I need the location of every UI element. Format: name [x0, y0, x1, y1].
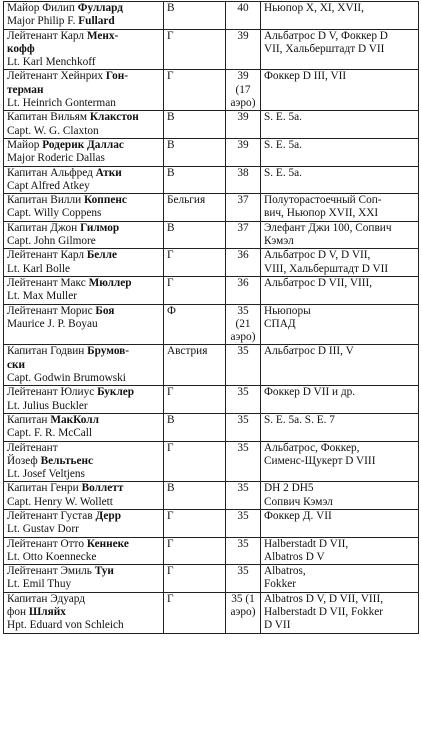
pilot-name-line	[7, 30, 160, 43]
victories-cell	[226, 138, 261, 166]
pilot-name-text: Лейтенант Отто	[7, 537, 87, 550]
aircraft-line: DH 2 DH5	[264, 482, 314, 495]
table-row	[4, 166, 419, 194]
pilot-name-text: Lt. Karl Menchkoff	[7, 56, 96, 69]
aircraft-line: S. E. 5a.	[264, 138, 302, 151]
pilot-name-line	[7, 359, 160, 372]
victories-cell	[226, 304, 261, 345]
country-line: Г	[167, 249, 174, 262]
country-cell	[164, 276, 226, 304]
country-cell	[164, 345, 226, 386]
aircraft-cell	[261, 413, 419, 441]
aircraft-line: Сопвич Кэмэл	[264, 495, 333, 508]
aircraft-line: VII, Хальберштадт D VII	[264, 42, 385, 55]
pilot-name-cell	[4, 537, 164, 565]
country-line: В	[167, 221, 175, 234]
pilot-name-line	[7, 318, 160, 331]
aces-table-body	[4, 2, 419, 634]
table-row	[4, 2, 419, 30]
table-row	[4, 413, 419, 441]
pilot-name-cell	[4, 482, 164, 510]
victories-cell	[226, 482, 261, 510]
table-row	[4, 111, 419, 139]
pilot-name-line	[7, 305, 160, 318]
aircraft-line: Элефант Джи 100, Сопвич	[264, 221, 392, 234]
country-line: В	[167, 413, 175, 426]
table-row	[4, 138, 419, 166]
victories-line: аэро)	[230, 331, 256, 344]
country-cell	[164, 194, 226, 222]
victories-cell	[226, 249, 261, 277]
country-line: Г	[167, 70, 174, 83]
pilot-name-line	[7, 125, 160, 138]
pilot-name-line	[7, 551, 160, 564]
pilot-name-text: Hpt. Eduard von Schleich	[7, 619, 124, 632]
victories-line: 35	[237, 482, 249, 495]
table-row	[4, 221, 419, 249]
pilot-name-line	[7, 2, 160, 15]
pilot-name-text: Capt Alfred Atkey	[7, 179, 90, 192]
pilot-surname: МакКолл	[50, 413, 99, 426]
pilot-name-line	[7, 482, 160, 495]
country-line: Г	[167, 537, 174, 550]
aircraft-line: Albatros,	[264, 565, 306, 578]
pilot-name-text: Лейтенант Макс	[7, 276, 89, 289]
victories-line: 36	[237, 249, 249, 262]
pilot-name-text: Лейтенант Хейнрих	[7, 70, 106, 83]
pilot-name-line	[7, 345, 160, 358]
aircraft-cell	[261, 194, 419, 222]
pilot-surname: Гон-	[105, 70, 129, 83]
pilot-name-line	[7, 235, 160, 248]
pilot-name-line	[7, 578, 160, 591]
victories-line: аэро)	[230, 97, 256, 110]
country-line: Г	[167, 29, 174, 42]
pilot-name-text: Лейтенант Карл	[7, 29, 87, 42]
table-row	[4, 509, 419, 537]
victories-line: 35	[237, 413, 249, 426]
victories-line: 40	[237, 2, 249, 14]
victories-cell	[226, 221, 261, 249]
pilot-name-line	[7, 167, 160, 180]
pilot-name-line	[7, 455, 160, 468]
pilot-name-text: Capt. Henry W. Wollett	[7, 495, 113, 508]
victories-cell	[226, 70, 261, 111]
pilot-surname: Брумов-	[87, 345, 130, 358]
aircraft-cell	[261, 509, 419, 537]
victories-cell	[226, 2, 261, 30]
pilot-name-cell	[4, 386, 164, 414]
pilot-name-cell	[4, 111, 164, 139]
country-cell	[164, 592, 226, 633]
aircraft-line: Albatros D V	[264, 550, 325, 563]
aircraft-cell	[261, 221, 419, 249]
aircraft-line: вич, Ньюпор XVII, XXI	[264, 207, 379, 220]
country-line: Бельгия	[167, 194, 206, 207]
country-line: Ф	[167, 304, 176, 317]
pilot-name-line	[7, 139, 160, 152]
pilot-name-line	[7, 194, 160, 207]
table-row	[4, 29, 419, 70]
aircraft-cell	[261, 138, 419, 166]
victories-line: 35	[237, 565, 249, 578]
pilot-name-text: Лейтенант Карл	[7, 249, 87, 262]
pilot-name-line	[7, 427, 160, 440]
country-line: В	[167, 111, 175, 124]
pilot-name-cell	[4, 138, 164, 166]
victories-cell	[226, 194, 261, 222]
pilot-surname: кофф	[7, 42, 35, 55]
country-line: Австрия	[167, 345, 208, 358]
aircraft-cell	[261, 249, 419, 277]
table-row	[4, 70, 419, 111]
pilot-name-text: Capt. F. R. McCall	[7, 427, 93, 440]
pilot-name-line	[7, 414, 160, 427]
pilot-surname: Буклер	[97, 386, 135, 399]
table-row	[4, 565, 419, 593]
aircraft-cell	[261, 441, 419, 482]
victories-cell	[226, 565, 261, 593]
pilot-surname: Боя	[95, 304, 115, 317]
victories-line: 35	[237, 509, 249, 522]
aircraft-cell	[261, 386, 419, 414]
pilot-name-cell	[4, 221, 164, 249]
pilot-surname: Кеннеке	[86, 537, 129, 550]
pilot-name-line	[7, 263, 160, 276]
pilot-name-text: Капитан Джон	[7, 221, 81, 234]
country-cell	[164, 2, 226, 30]
aircraft-cell	[261, 70, 419, 111]
aircraft-line: VIII, Хальберштадт D VII	[264, 262, 389, 275]
pilot-name-text: Капитан	[7, 413, 51, 426]
pilot-name-text: Капитан Вилли	[7, 194, 85, 207]
pilot-name-line	[7, 538, 160, 551]
pilot-surname: Атки	[95, 166, 122, 179]
victories-line: 35	[237, 345, 249, 358]
aircraft-line: Альбатрос, Фоккер,	[264, 441, 360, 454]
country-line: В	[167, 138, 175, 151]
pilot-surname: Гилмор	[80, 221, 120, 234]
aircraft-line: Albatros D V, D VII, VIII,	[264, 592, 384, 605]
pilot-name-cell	[4, 166, 164, 194]
pilot-name-line	[7, 207, 160, 220]
pilot-surname: Родерик Даллас	[42, 138, 124, 151]
victories-cell	[226, 413, 261, 441]
pilot-name-text: Lt. Max Muller	[7, 290, 77, 303]
pilot-name-text: Лейтенант Юлиус	[7, 386, 98, 399]
country-cell	[164, 70, 226, 111]
pilot-name-text: Capt. Willy Coppens	[7, 207, 102, 220]
table-row	[4, 194, 419, 222]
country-cell	[164, 565, 226, 593]
victories-line: (21	[235, 317, 251, 330]
pilot-name-cell	[4, 441, 164, 482]
aircraft-line: Halberstadt D VII,	[264, 537, 349, 550]
pilot-name-text: Major Philip F.	[7, 15, 79, 28]
victories-line: 39	[237, 138, 249, 151]
country-cell	[164, 304, 226, 345]
victories-line: 39	[237, 29, 249, 42]
pilot-name-text: Maurice J. P. Boyau	[7, 317, 98, 330]
pilot-name-text: Лейтенант	[7, 441, 58, 454]
aircraft-line: S. E. 5a.	[264, 111, 302, 124]
pilot-name-text: Capt. John Gilmore	[7, 235, 96, 248]
pilot-name-line	[7, 606, 160, 619]
table-row	[4, 482, 419, 510]
pilot-surname: терман	[7, 83, 44, 96]
pilot-name-text: Lt. Julius Buckler	[7, 399, 88, 412]
country-line: В	[167, 166, 175, 179]
country-cell	[164, 482, 226, 510]
pilot-name-cell	[4, 70, 164, 111]
victories-line: 35 (1	[231, 592, 255, 605]
victories-line: 37	[237, 194, 249, 207]
aircraft-cell	[261, 565, 419, 593]
pilot-name-text: Lt. Karl Bolle	[7, 262, 71, 275]
country-line: Г	[167, 592, 174, 605]
pilot-name-line	[7, 496, 160, 509]
pilot-name-text: Lt. Heinrich Gonterman	[7, 97, 116, 110]
country-line: Г	[167, 565, 174, 578]
aircraft-line: Кэмэл	[264, 235, 294, 248]
pilot-name-line	[7, 111, 160, 124]
pilot-name-text: Лейтенант Густав	[7, 509, 96, 522]
pilot-name-line	[7, 97, 160, 110]
table-row	[4, 304, 419, 345]
victories-line: 35	[237, 386, 249, 399]
victories-line: 35	[237, 537, 249, 550]
country-cell	[164, 138, 226, 166]
victories-cell	[226, 29, 261, 70]
pilot-name-cell	[4, 276, 164, 304]
country-cell	[164, 221, 226, 249]
pilot-surname: Fullard	[78, 15, 115, 28]
pilot-surname: Белле	[86, 249, 118, 262]
aircraft-line: S. E. 5a. S. E. 7	[264, 413, 335, 426]
pilot-name-text: Капитан Эдуард	[7, 592, 85, 605]
victories-line: 36	[237, 276, 249, 289]
pilot-name-text: Йозеф	[7, 454, 41, 467]
pilot-surname: Вельтьенс	[40, 454, 94, 467]
pilot-name-line	[7, 442, 160, 455]
pilot-name-cell	[4, 565, 164, 593]
aircraft-cell	[261, 482, 419, 510]
aircraft-line: Halberstadt D VII, Fokker	[264, 606, 384, 619]
aircraft-line: СПАД	[264, 317, 296, 330]
pilot-name-line	[7, 56, 160, 69]
pilot-surname: Дерр	[95, 509, 121, 522]
table-row	[4, 592, 419, 633]
aircraft-line: Альбатрос D VII, VIII,	[264, 276, 373, 289]
pilot-name-line	[7, 386, 160, 399]
pilot-name-line	[7, 249, 160, 262]
country-line: В	[167, 482, 175, 495]
aircraft-line: D VII	[264, 619, 291, 632]
pilot-name-text: фон	[7, 606, 29, 619]
pilot-name-line	[7, 15, 160, 28]
victories-line: аэро)	[230, 606, 256, 619]
pilot-name-text: Lt. Otto Koennecke	[7, 550, 97, 563]
aircraft-cell	[261, 2, 419, 30]
pilot-surname: Фуллард	[77, 2, 123, 14]
victories-cell	[226, 345, 261, 386]
victories-line: 38	[237, 166, 249, 179]
aircraft-line: Сименс-Щукерт D VIII	[264, 454, 376, 467]
victories-line: 35	[237, 441, 249, 454]
victories-cell	[226, 276, 261, 304]
aircraft-line: Ньюпоры	[264, 304, 311, 317]
table-row	[4, 537, 419, 565]
aircraft-cell	[261, 111, 419, 139]
pilot-name-text: Capt. W. G. Claxton	[7, 124, 99, 137]
pilot-name-cell	[4, 304, 164, 345]
table-row	[4, 345, 419, 386]
pilot-surname: Менх-	[86, 29, 119, 42]
pilot-name-text: Lt. Josef Veltjens	[7, 468, 85, 481]
pilot-name-cell	[4, 509, 164, 537]
table-row	[4, 441, 419, 482]
aircraft-cell	[261, 537, 419, 565]
pilot-name-text: Лейтенант Морис	[7, 304, 96, 317]
pilot-name-line	[7, 468, 160, 481]
pilot-name-cell	[4, 345, 164, 386]
victories-cell	[226, 386, 261, 414]
pilot-name-text: Капитан Альфред	[7, 166, 96, 179]
aircraft-line: Альбатрос D V, D VII,	[264, 249, 371, 262]
country-cell	[164, 537, 226, 565]
pilot-surname: Туи	[94, 565, 114, 578]
pilot-name-line	[7, 593, 160, 606]
pilot-name-cell	[4, 194, 164, 222]
pilot-name-line	[7, 70, 160, 83]
victories-cell	[226, 441, 261, 482]
pilot-name-text: Капитан Генри	[7, 482, 82, 495]
aircraft-line: Fokker	[264, 578, 297, 591]
country-line: Г	[167, 386, 174, 399]
pilot-surname: Клакстон	[89, 111, 139, 124]
pilot-name-cell	[4, 29, 164, 70]
aircraft-line: Фоккер D III, VII	[264, 70, 347, 83]
aircraft-cell	[261, 592, 419, 633]
aces-table	[3, 1, 419, 634]
victories-line: (17	[235, 83, 251, 96]
victories-line: 39	[237, 111, 249, 124]
aircraft-line: Полуторастоечный Соп-	[264, 194, 382, 207]
pilot-name-text: Капитан Вильям	[7, 111, 90, 124]
country-cell	[164, 413, 226, 441]
pilot-name-line	[7, 510, 160, 523]
pilot-surname: ски	[7, 358, 26, 371]
aircraft-line: Ньюпор X, XI, XVII,	[264, 2, 364, 14]
pilot-name-line	[7, 180, 160, 193]
pilot-name-line	[7, 290, 160, 303]
pilot-name-line	[7, 277, 160, 290]
victories-line: 35	[237, 304, 249, 317]
pilot-name-text: Майор	[7, 138, 43, 151]
aircraft-cell	[261, 276, 419, 304]
pilot-name-line	[7, 565, 160, 578]
pilot-name-line	[7, 84, 160, 97]
country-cell	[164, 386, 226, 414]
pilot-name-line	[7, 43, 160, 56]
pilot-name-text: Major Roderic Dallas	[7, 152, 105, 165]
pilot-name-cell	[4, 249, 164, 277]
victories-cell	[226, 592, 261, 633]
pilot-name-line	[7, 400, 160, 413]
pilot-name-line	[7, 372, 160, 385]
pilot-name-cell	[4, 592, 164, 633]
victories-line: 37	[237, 221, 249, 234]
country-cell	[164, 29, 226, 70]
table-row	[4, 386, 419, 414]
pilot-name-text: Капитан Годвин	[7, 345, 88, 358]
aircraft-line: Фоккер D VII и др.	[264, 386, 356, 399]
victories-cell	[226, 111, 261, 139]
country-cell	[164, 249, 226, 277]
pilot-name-text: Лейтенант Эмиль	[7, 565, 95, 578]
pilot-name-text: Capt. Godwin Brumowski	[7, 372, 126, 385]
aircraft-cell	[261, 345, 419, 386]
country-cell	[164, 111, 226, 139]
pilot-surname: Коппенс	[84, 194, 127, 207]
country-line: В	[167, 2, 175, 14]
aircraft-line: Альбатрос D V, Фоккер D	[264, 29, 388, 42]
pilot-surname: Воллетт	[81, 482, 124, 495]
aircraft-line: Фоккер Д. VII	[264, 509, 332, 522]
pilot-name-line	[7, 222, 160, 235]
victories-cell	[226, 166, 261, 194]
aircraft-cell	[261, 304, 419, 345]
aircraft-line: S. E. 5a.	[264, 166, 302, 179]
pilot-name-text: Майор Филип	[7, 2, 78, 14]
pilot-surname: Мюллер	[88, 276, 132, 289]
pilot-name-text: Lt. Emil Thuy	[7, 578, 72, 591]
pilot-name-line	[7, 523, 160, 536]
country-line: Г	[167, 509, 174, 522]
pilot-name-line	[7, 619, 160, 632]
pilot-name-cell	[4, 2, 164, 30]
pilot-name-line	[7, 152, 160, 165]
pilot-surname: Шляйх	[28, 606, 66, 619]
aircraft-cell	[261, 166, 419, 194]
aircraft-cell	[261, 29, 419, 70]
country-line: Г	[167, 441, 174, 454]
pilot-name-text: Lt. Gustav Dorr	[7, 523, 79, 536]
table-row	[4, 249, 419, 277]
victories-cell	[226, 509, 261, 537]
country-cell	[164, 166, 226, 194]
country-line: Г	[167, 276, 174, 289]
country-cell	[164, 509, 226, 537]
aircraft-line: Альбатрос D III, V	[264, 345, 354, 358]
country-cell	[164, 441, 226, 482]
victories-line: 39	[237, 70, 249, 83]
table-row	[4, 276, 419, 304]
victories-cell	[226, 537, 261, 565]
pilot-name-cell	[4, 413, 164, 441]
